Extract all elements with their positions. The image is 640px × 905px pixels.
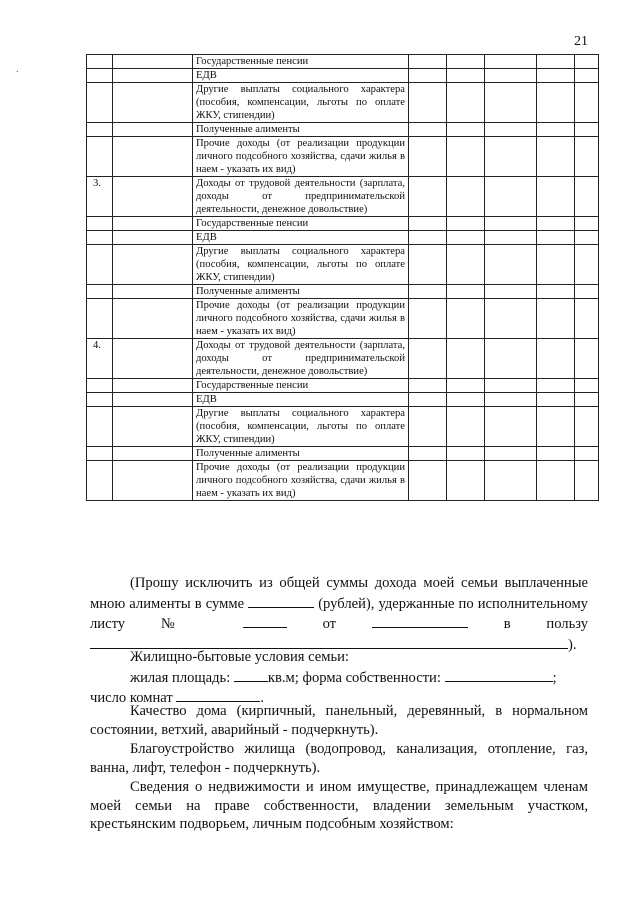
- amount-cell[interactable]: [409, 407, 447, 447]
- amount-cell[interactable]: [537, 177, 575, 217]
- alimony-recipient-field[interactable]: [90, 634, 568, 649]
- writ-number-field[interactable]: [243, 613, 287, 628]
- area-unit: кв.м; форма собственности:: [267, 669, 441, 686]
- amount-cell[interactable]: [575, 137, 599, 177]
- table-row: [87, 339, 599, 379]
- area-end: ;: [552, 669, 557, 686]
- table-row: [87, 137, 599, 177]
- amount-cell[interactable]: [537, 83, 575, 123]
- income-type: Прочие доходы (от реализации продукции личного подсобного хозяйства, сдачи жилья в наем - указать их вид): [193, 137, 409, 177]
- amount-cell[interactable]: [485, 245, 537, 285]
- amount-cell[interactable]: [575, 123, 599, 137]
- amount-cell[interactable]: [485, 407, 537, 447]
- amount-cell[interactable]: [409, 83, 447, 123]
- amount-cell[interactable]: [485, 379, 537, 393]
- amount-cell[interactable]: [447, 447, 485, 461]
- amount-cell[interactable]: [447, 123, 485, 137]
- row-number: [87, 123, 113, 137]
- housing-title: Жилищно-бытовые условия семьи:: [130, 649, 350, 665]
- member-cell[interactable]: [113, 177, 193, 217]
- table-row: [87, 55, 599, 69]
- alimony-paragraph: [90, 574, 588, 654]
- alimony-text-4: в пользу: [503, 616, 588, 632]
- table-row: [87, 123, 599, 137]
- scan-mark: .: [16, 64, 19, 75]
- row-number: [87, 217, 113, 231]
- amount-cell[interactable]: [537, 461, 575, 501]
- row-number: 4.: [87, 339, 113, 379]
- amount-cell[interactable]: [409, 379, 447, 393]
- member-cell[interactable]: [113, 407, 193, 447]
- amount-cell[interactable]: [447, 245, 485, 285]
- amount-cell[interactable]: [537, 447, 575, 461]
- member-cell[interactable]: [113, 461, 193, 501]
- alimony-amount-field[interactable]: [248, 593, 314, 608]
- amount-cell[interactable]: [447, 379, 485, 393]
- income-type: Полученные алименты: [193, 285, 409, 299]
- table-row: [87, 379, 599, 393]
- amount-cell[interactable]: [537, 407, 575, 447]
- row-number: [87, 83, 113, 123]
- amount-cell[interactable]: [485, 299, 537, 339]
- rooms-label: число комнат: [90, 690, 173, 706]
- amount-cell[interactable]: [447, 393, 485, 407]
- quality-paragraph: [90, 702, 588, 739]
- row-number: [87, 407, 113, 447]
- row-number: [87, 137, 113, 177]
- house-quality-text: Качество дома (кирпичный, панельный, деревянный, в нормальном состоянии, ветхий, аварийный - подчеркнуть).: [90, 703, 588, 738]
- income-type: Прочие доходы (от реализации продукции личного подсобного хозяйства, сдачи жилья в наем - указать их вид): [193, 461, 409, 501]
- amount-cell[interactable]: [575, 83, 599, 123]
- amount-cell[interactable]: [447, 285, 485, 299]
- income-type: Прочие доходы (от реализации продукции личного подсобного хозяйства, сдачи жилья в наем - указать их вид): [193, 299, 409, 339]
- amount-cell[interactable]: [575, 231, 599, 245]
- member-cell[interactable]: [113, 83, 193, 123]
- amount-cell[interactable]: [485, 393, 537, 407]
- amount-cell[interactable]: [537, 379, 575, 393]
- amenities-paragraph: [90, 740, 588, 777]
- income-table: [86, 54, 599, 501]
- row-number: [87, 393, 113, 407]
- amount-cell[interactable]: [537, 69, 575, 83]
- income-type: Государственные пенсии: [193, 217, 409, 231]
- amount-cell[interactable]: [537, 285, 575, 299]
- member-cell[interactable]: [113, 447, 193, 461]
- amount-cell[interactable]: [575, 447, 599, 461]
- member-cell[interactable]: [113, 231, 193, 245]
- row-number: 3.: [87, 177, 113, 217]
- row-number: [87, 231, 113, 245]
- property-paragraph: [90, 778, 588, 834]
- amount-cell[interactable]: [447, 69, 485, 83]
- amount-cell[interactable]: [409, 69, 447, 83]
- amount-cell[interactable]: [537, 299, 575, 339]
- amount-cell[interactable]: [485, 177, 537, 217]
- amount-cell[interactable]: [537, 339, 575, 379]
- income-type: Доходы от трудовой деятельности (зарплата, доходы от предпринимательской деятельности, денежное довольствие): [193, 177, 409, 217]
- table-row: [87, 69, 599, 83]
- income-type: Государственные пенсии: [193, 379, 409, 393]
- income-type: Другие выплаты социального характера (пособия, компенсации, льготы по оплате ЖКУ, стипендии): [193, 83, 409, 123]
- amount-cell[interactable]: [575, 339, 599, 379]
- amount-cell[interactable]: [485, 461, 537, 501]
- property-text: Сведения о недвижимости и ином имуществе, принадлежащем членам моей семьи на праве собственности, владении земельным участком, крестьянским подворьем, личным подсобным хозяйством:: [90, 779, 588, 832]
- income-type: Полученные алименты: [193, 447, 409, 461]
- amount-cell[interactable]: [537, 231, 575, 245]
- amount-cell[interactable]: [447, 177, 485, 217]
- rooms-count-field[interactable]: [176, 687, 260, 702]
- amount-cell[interactable]: [409, 393, 447, 407]
- table-row: [87, 285, 599, 299]
- amount-cell[interactable]: [575, 379, 599, 393]
- amount-cell[interactable]: [447, 137, 485, 177]
- income-type: ЕДВ: [193, 393, 409, 407]
- row-number: [87, 447, 113, 461]
- amenities-text: Благоустройство жилища (водопровод, канализация, отопление, газ, ванна, лифт, телефон - подчеркнуть).: [90, 741, 588, 776]
- table-row: [87, 83, 599, 123]
- living-area-field[interactable]: [234, 667, 268, 682]
- member-cell[interactable]: [113, 299, 193, 339]
- amount-cell[interactable]: [485, 123, 537, 137]
- amount-cell[interactable]: [575, 461, 599, 501]
- housing-section: [90, 648, 588, 708]
- amount-cell[interactable]: [485, 285, 537, 299]
- amount-cell[interactable]: [409, 299, 447, 339]
- amount-cell[interactable]: [447, 407, 485, 447]
- amount-cell[interactable]: [537, 393, 575, 407]
- income-type: ЕДВ: [193, 69, 409, 83]
- member-cell[interactable]: [113, 285, 193, 299]
- alimony-text-2: (рублей), удержанные по исполнительному листу №: [90, 595, 588, 632]
- amount-cell[interactable]: [485, 447, 537, 461]
- row-number: [87, 461, 113, 501]
- member-cell[interactable]: [113, 123, 193, 137]
- amount-cell[interactable]: [575, 245, 599, 285]
- amount-cell[interactable]: [447, 55, 485, 69]
- page-number: 21: [574, 34, 588, 49]
- amount-cell[interactable]: [447, 339, 485, 379]
- table-row: [87, 461, 599, 501]
- income-type: Другие выплаты социального характера (пособия, компенсации, льготы по оплате ЖКУ, стипендии): [193, 407, 409, 447]
- amount-cell[interactable]: [447, 217, 485, 231]
- member-cell[interactable]: [113, 217, 193, 231]
- table-row: [87, 245, 599, 285]
- amount-cell[interactable]: [447, 83, 485, 123]
- amount-cell[interactable]: [447, 299, 485, 339]
- amount-cell[interactable]: [485, 217, 537, 231]
- member-cell[interactable]: [113, 137, 193, 177]
- alimony-text-1: (Прошу исключить из общей суммы дохода моей семьи выплаченные мною алименты в сумме: [90, 575, 588, 612]
- amount-cell[interactable]: [485, 55, 537, 69]
- row-number: [87, 69, 113, 83]
- amount-cell[interactable]: [409, 123, 447, 137]
- amount-cell[interactable]: [575, 393, 599, 407]
- row-number: [87, 379, 113, 393]
- amount-cell[interactable]: [575, 69, 599, 83]
- income-type: Государственные пенсии: [193, 55, 409, 69]
- amount-cell[interactable]: [537, 55, 575, 69]
- alimony-text-5: ).: [568, 636, 577, 653]
- amount-cell[interactable]: [485, 83, 537, 123]
- amount-cell[interactable]: [575, 299, 599, 339]
- income-type: ЕДВ: [193, 231, 409, 245]
- amount-cell[interactable]: [409, 339, 447, 379]
- member-cell[interactable]: [113, 69, 193, 83]
- income-type: Другие выплаты социального характера (пособия, компенсации, льготы по оплате ЖКУ, стипендии): [193, 245, 409, 285]
- amount-cell[interactable]: [409, 177, 447, 217]
- ownership-form-field[interactable]: [445, 667, 553, 682]
- amount-cell[interactable]: [409, 447, 447, 461]
- table-row: [87, 177, 599, 217]
- writ-date-field[interactable]: [372, 613, 468, 628]
- income-type: Доходы от трудовой деятельности (зарплата, доходы от предпринимательской деятельности, денежное довольствие): [193, 339, 409, 379]
- amount-cell[interactable]: [409, 217, 447, 231]
- amount-cell[interactable]: [485, 231, 537, 245]
- alimony-text-3: от: [322, 616, 337, 632]
- amount-cell[interactable]: [409, 137, 447, 177]
- table-row: [87, 231, 599, 245]
- row-number: [87, 285, 113, 299]
- amount-cell[interactable]: [447, 461, 485, 501]
- table-row: [87, 447, 599, 461]
- row-number: [87, 299, 113, 339]
- amount-cell[interactable]: [485, 137, 537, 177]
- amount-cell[interactable]: [409, 461, 447, 501]
- table-row: [87, 393, 599, 407]
- amount-cell[interactable]: [447, 231, 485, 245]
- amount-cell[interactable]: [409, 285, 447, 299]
- amount-cell[interactable]: [485, 339, 537, 379]
- rooms-end: .: [260, 690, 265, 706]
- amount-cell[interactable]: [575, 55, 599, 69]
- amount-cell[interactable]: [409, 55, 447, 69]
- amount-cell[interactable]: [575, 217, 599, 231]
- row-number: [87, 245, 113, 285]
- member-cell[interactable]: [113, 379, 193, 393]
- row-number: [87, 55, 113, 69]
- area-label: жилая площадь:: [130, 669, 231, 686]
- amount-cell[interactable]: [575, 177, 599, 217]
- amount-cell[interactable]: [409, 245, 447, 285]
- amount-cell[interactable]: [537, 137, 575, 177]
- table-row: [87, 217, 599, 231]
- amount-cell[interactable]: [575, 285, 599, 299]
- amount-cell[interactable]: [409, 231, 447, 245]
- member-cell[interactable]: [113, 245, 193, 285]
- member-cell[interactable]: [113, 393, 193, 407]
- amount-cell[interactable]: [575, 407, 599, 447]
- amount-cell[interactable]: [537, 123, 575, 137]
- member-cell[interactable]: [113, 55, 193, 69]
- amount-cell[interactable]: [537, 217, 575, 231]
- amount-cell[interactable]: [485, 69, 537, 83]
- table-row: [87, 407, 599, 447]
- member-cell[interactable]: [113, 339, 193, 379]
- amount-cell[interactable]: [537, 245, 575, 285]
- table-row: [87, 299, 599, 339]
- income-type: Полученные алименты: [193, 123, 409, 137]
